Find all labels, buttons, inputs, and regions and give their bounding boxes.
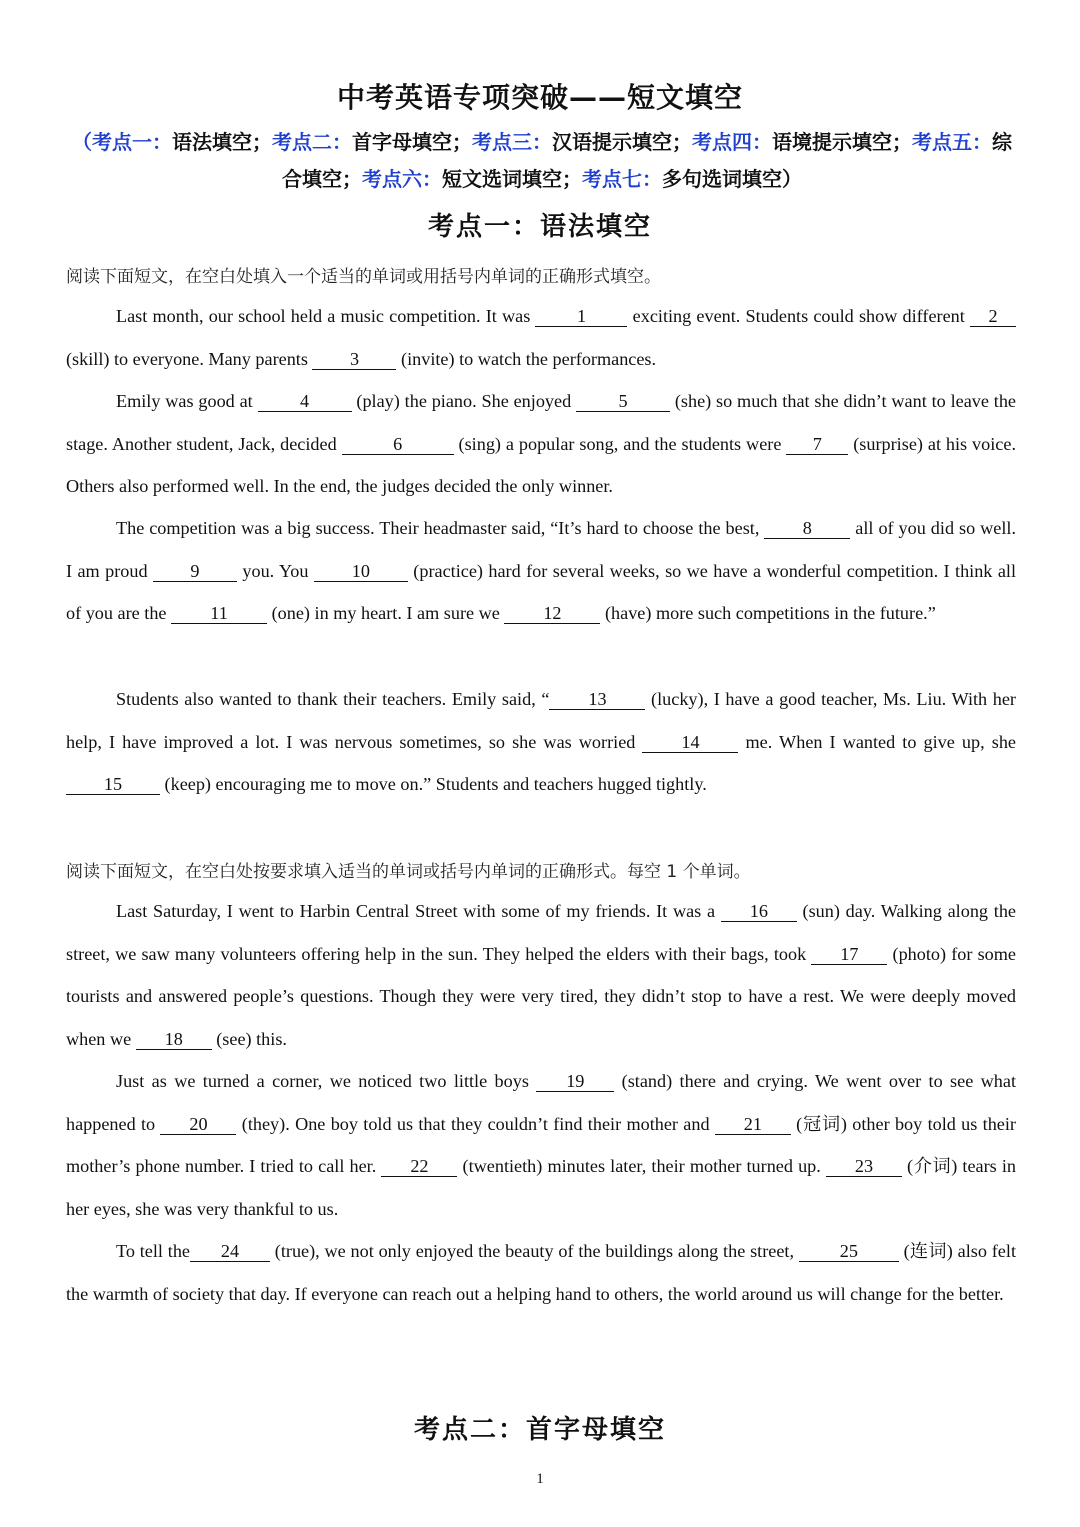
passage-paragraph <box>66 1060 1016 1230</box>
passage-instruction: 阅读下面短文，在空白处填入一个适当的单词或用括号内单词的正确形式填空。 <box>66 267 661 287</box>
topic-text: 语法填空； <box>172 130 272 154</box>
passage-text: The competition was a big success. Their headmaster said, “It’s hard to choose the best, <box>116 518 765 538</box>
passage-text: (keep) encouraging me to move on.” Students and teachers hugged tightly. <box>160 774 707 795</box>
passage-paragraph <box>66 507 1016 635</box>
topic-keyword: 考点六： <box>362 167 442 191</box>
answer-blank[interactable]: 25 <box>799 1241 899 1262</box>
passage-text: (stand) there and crying. We went over to see what happened to <box>66 1071 1017 1134</box>
passage-paragraph <box>66 678 1016 806</box>
topic-text: 综合填空； <box>282 130 1012 191</box>
passage-text: (they). One boy told us that they couldn’t find their mother and <box>236 1113 715 1134</box>
answer-blank[interactable]: 19 <box>536 1071 614 1092</box>
answer-blank[interactable]: 21 <box>715 1114 791 1135</box>
topic-text: 汉语提示填空； <box>552 130 692 154</box>
passage-text: (she) so much that she didn’t want to leave the stage. Another student, Jack, decided <box>66 391 1016 454</box>
passage-text: (surprise) at his voice. Others also performed well. In the end, the judges decided the only winner. <box>66 433 1016 497</box>
passage-text: (sing) a popular song, and the students were <box>453 433 787 454</box>
passage-paragraph <box>66 380 1016 508</box>
answer-blank[interactable]: 13 <box>549 689 645 710</box>
answer-blank[interactable]: 2 <box>970 306 1016 327</box>
topic-keyword: 考点四： <box>692 130 772 154</box>
passage-text: Emily was good at <box>116 391 258 411</box>
answer-blank[interactable]: 1 <box>535 306 627 327</box>
passage-text: (skill) to everyone. Many parents <box>66 348 313 369</box>
passage-text: Last Saturday, I went to Harbin Central Street with some of my friends. It was a <box>116 901 721 921</box>
passage-text: (one) in my heart. I am sure we <box>267 603 505 624</box>
passage-text: exciting event. Students could show different <box>627 306 970 326</box>
passage-text: (photo) for some tourists and answered people’s questions. Though they were very tired, they didn’t stop to have a rest. We were deeply moved when we <box>66 943 1016 1049</box>
answer-blank[interactable]: 3 <box>312 349 396 370</box>
answer-blank[interactable]: 11 <box>171 603 267 624</box>
answer-blank[interactable]: 16 <box>721 901 797 922</box>
passage-paragraph <box>66 1230 1016 1315</box>
passage-text: me. When I wanted to give up, she <box>738 731 1016 752</box>
answer-blank[interactable]: 15 <box>66 774 160 795</box>
answer-blank[interactable]: 12 <box>504 603 600 624</box>
answer-blank[interactable]: 18 <box>136 1029 212 1050</box>
passage-text: (practice) hard for several weeks, so we have a wonderful competition. I think all of you are the <box>66 560 1017 624</box>
passage-text: Students also wanted to thank their teachers. Emily said, “ <box>116 689 550 709</box>
passage-text: (true), we not only enjoyed the beauty of the buildings along the street, <box>269 1241 799 1261</box>
passage-text: (sun) day. Walking along the street, we saw many volunteers offering help in the sun. They helped the elders with their bags, took <box>66 901 1016 964</box>
passage-text: (invite) to watch the performances. <box>396 348 657 369</box>
answer-blank[interactable]: 14 <box>642 732 738 753</box>
answer-blank[interactable]: 8 <box>764 518 850 539</box>
section-title: 考点二：首字母填空 <box>413 1415 666 1445</box>
passage-text: (see) this. <box>211 1028 287 1049</box>
passage-text: Just as we turned a corner, we noticed two little boys <box>116 1071 537 1091</box>
topic-keyword: 考点二： <box>272 130 352 154</box>
page-number: 1 <box>536 1471 544 1487</box>
page-title: 中考英语专项突破——短文填空 <box>336 81 743 114</box>
answer-blank[interactable]: 7 <box>786 434 848 455</box>
topic-text: 短文选词填空； <box>442 167 582 191</box>
answer-blank[interactable]: 9 <box>153 561 237 582</box>
answer-blank[interactable]: 24 <box>190 1241 270 1262</box>
passage-text: all of you did so well. I am proud <box>66 518 1016 581</box>
passage-text: (lucky), I have a good teacher, Ms. Liu. With her help, I have improved a lot. I was nervous sometimes, so she was worried <box>66 689 1016 752</box>
passage-text: (have) more such competitions in the future.” <box>600 603 936 624</box>
answer-blank[interactable]: 10 <box>314 561 408 582</box>
answer-blank[interactable]: 6 <box>342 434 454 455</box>
topic-keyword: 考点五： <box>912 130 992 154</box>
topics-open-paren: （ <box>72 130 92 154</box>
answer-blank[interactable]: 17 <box>811 944 887 965</box>
topic-keyword: 考点三： <box>472 130 552 154</box>
passage-text: Last month, our school held a music competition. It was <box>116 306 536 326</box>
answer-blank[interactable]: 4 <box>258 391 352 412</box>
passage-instruction: 阅读下面短文，在空白处按要求填入适当的单词或括号内单词的正确形式。每空 1 个单词。 <box>66 862 751 882</box>
section-title: 考点一：语法填空 <box>427 212 652 242</box>
passage-text: (介词) tears in her eyes, she was very thankful to us. <box>66 1156 1016 1219</box>
passage-text: (冠词) other boy told us their mother’s phone number. I tried to call her. <box>66 1113 1016 1177</box>
passage-text: (twentieth) minutes later, their mother turned up. <box>457 1156 826 1177</box>
passage-text: you. You <box>236 560 314 581</box>
passage-paragraph <box>66 890 1016 1060</box>
passage-text: To tell the <box>116 1241 190 1261</box>
topic-text: 语境提示填空； <box>772 130 912 154</box>
passage-paragraph <box>66 295 1016 380</box>
answer-blank[interactable]: 20 <box>160 1114 236 1135</box>
answer-blank[interactable]: 22 <box>381 1156 457 1177</box>
passage-text: (play) the piano. She enjoyed <box>351 391 577 411</box>
topic-keyword: 考点七： <box>582 167 662 191</box>
answer-blank[interactable]: 23 <box>826 1156 902 1177</box>
topic-text: 首字母填空； <box>352 130 472 154</box>
topic-text: 多句选词填空） <box>662 167 802 191</box>
topic-list <box>66 124 1018 198</box>
topic-keyword: 考点一： <box>92 130 172 154</box>
answer-blank[interactable]: 5 <box>576 391 670 412</box>
passage-text: (连词) also felt the warmth of society that day. If everyone can reach out a helping hand to others, the world around us will change for the better. <box>66 1241 1016 1304</box>
